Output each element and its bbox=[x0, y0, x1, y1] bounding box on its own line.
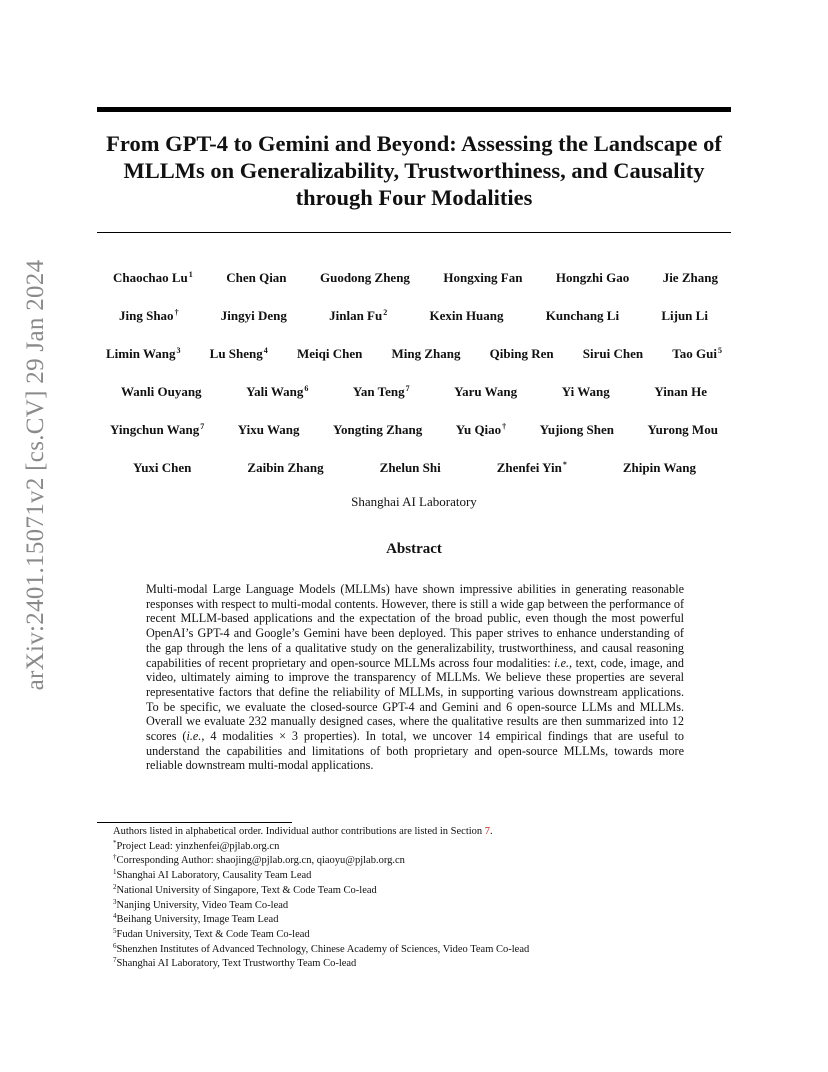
author bbox=[392, 344, 461, 364]
author-name: Yurong Mou bbox=[647, 422, 718, 437]
author bbox=[226, 268, 286, 288]
author-affiliation-mark: 3 bbox=[176, 346, 181, 355]
author-row bbox=[121, 382, 707, 402]
author bbox=[353, 382, 410, 402]
footnote-text: Shanghai AI Laboratory, Causality Team Lead bbox=[116, 870, 312, 882]
author-name: Yinan He bbox=[654, 384, 707, 399]
author-name: Kexin Huang bbox=[429, 308, 504, 323]
author-name: Guodong Zheng bbox=[319, 270, 410, 285]
author bbox=[540, 420, 614, 440]
footnote bbox=[113, 854, 529, 869]
author-name: Yali Wang bbox=[246, 384, 304, 399]
footnotes bbox=[113, 825, 529, 972]
author bbox=[497, 458, 567, 478]
author-name: Yujiong Shen bbox=[539, 422, 614, 437]
section-7-link[interactable]: 7 bbox=[484, 826, 491, 837]
footnote-mark: * bbox=[113, 838, 117, 847]
author-name: Jie Zhang bbox=[662, 270, 718, 285]
abstract-part-2: , text, code, image, and video, ultimately aiming to improve the transparency of MLLMs. We believe these properties are several representative factors that define the reliability of MLLMs, in supporting various downstream applications. To be specific, we evaluate the closed-source GPT-4 and Gemini and 6 open-source LLMs and MLLMs. Overall we evaluate 232 manually designed cases, where the qualitative results are then summarized into 12 scores ( bbox=[146, 655, 684, 744]
author bbox=[110, 420, 204, 440]
author-row bbox=[133, 458, 696, 478]
title-bottom-rule bbox=[97, 232, 731, 233]
author-name: Yaru Wang bbox=[454, 384, 518, 399]
footnote-text: Corresponding Author: shaojing@pjlab.org.cn, qiaoyu@pjlab.org.cn bbox=[116, 855, 405, 867]
abstract-ie-2: i.e. bbox=[186, 729, 202, 744]
author-name: Hongxing Fan bbox=[443, 270, 523, 285]
abstract-part-1: Multi-modal Large Language Models (MLLMs) have shown impressive abilities in generating reasonable responses with respect to multi-modal contents. However, there is still a wide gap between the performance of recent MLLM-based applications and the expectation of the broad public, even though the most powerful OpenAI’s GPT-4 and Google’s Gemini have been deployed. This paper strives to enhance understanding of the gap through the lens of a qualitative study on the generalizability, trustworthiness, and causal reasoning capabilities of recent proprietary and open-source MLLMs across four modalities: bbox=[146, 582, 684, 670]
author bbox=[556, 268, 629, 288]
author bbox=[583, 344, 643, 364]
author-name: Yi Wang bbox=[561, 384, 610, 399]
author-affiliation-mark: 4 bbox=[263, 346, 268, 355]
author bbox=[221, 306, 287, 326]
author-name: Wanli Ouyang bbox=[121, 384, 202, 399]
author-name: Kunchang Li bbox=[545, 308, 620, 323]
footnote-mark: 5 bbox=[113, 926, 117, 935]
author bbox=[562, 382, 610, 402]
author-name: Lijun Li bbox=[661, 308, 708, 323]
author bbox=[456, 420, 506, 440]
author-affiliation-mark: 7 bbox=[405, 384, 410, 393]
author-name: Yongting Zhang bbox=[333, 422, 423, 437]
author-row bbox=[119, 306, 708, 326]
footnote-mark: 4 bbox=[113, 912, 117, 921]
footnote-mark: 6 bbox=[113, 941, 117, 950]
footnote bbox=[113, 869, 529, 884]
author-row bbox=[113, 268, 718, 288]
author bbox=[113, 268, 193, 288]
footnote-text: Nanjing University, Video Team Co-lead bbox=[116, 899, 289, 911]
footnote-order-text: Authors listed in alphabetical order. Individual author contributions are listed in Section bbox=[113, 826, 485, 837]
author-name: Jing Shao bbox=[119, 308, 174, 323]
abstract-heading: Abstract bbox=[386, 541, 442, 557]
author-name: Yan Teng bbox=[352, 384, 405, 399]
author bbox=[623, 458, 696, 478]
author bbox=[329, 306, 387, 326]
footnote-text: Shanghai AI Laboratory, Text Trustworthy Team Co-lead bbox=[116, 958, 357, 970]
footnote-text: Shenzhen Institutes of Advanced Technology, Chinese Academy of Sciences, Video Team Co-lead bbox=[116, 943, 530, 955]
author-affiliation-mark: † bbox=[502, 422, 507, 431]
author bbox=[210, 344, 268, 364]
author-affiliation-mark: † bbox=[174, 308, 179, 317]
abstract-part-3: , 4 modalities × 3 properties). In total, we uncover 14 empirical findings that are useful to understand the capabilities and limitations of both proprietary and open-source MLLMs, towards more reliable downstream multi-modal applications. bbox=[146, 729, 685, 773]
footnote-list bbox=[113, 840, 529, 972]
author bbox=[320, 268, 410, 288]
author bbox=[661, 306, 708, 326]
affiliation: Shanghai AI Laboratory bbox=[351, 494, 477, 509]
author-name: Zhipin Wang bbox=[622, 460, 696, 475]
paper-title: From GPT-4 to Gemini and Beyond: Assessing the Landscape of MLLMs on Generalizability, Trustworthiness, and Causality through Four Modalities bbox=[106, 131, 722, 210]
footnote bbox=[113, 943, 529, 958]
author-name: Zhenfei Yin bbox=[496, 460, 562, 475]
footnote-text: National University of Singapore, Text & Code Team Co-lead bbox=[116, 884, 377, 896]
author bbox=[546, 306, 619, 326]
author-name: Zhelun Shi bbox=[379, 460, 441, 475]
footnote-text: Fudan University, Text & Code Team Co-lead bbox=[116, 928, 310, 940]
author-name: Chen Qian bbox=[226, 270, 287, 285]
author bbox=[133, 458, 191, 478]
abstract-ie-1: i.e. bbox=[554, 655, 570, 670]
author-name: Yixu Wang bbox=[237, 422, 300, 437]
author bbox=[247, 458, 323, 478]
author-name: Sirui Chen bbox=[582, 346, 644, 361]
author-name: Jinlan Fu bbox=[329, 308, 383, 323]
author-name: Lu Sheng bbox=[209, 346, 263, 361]
footnote-mark: 3 bbox=[113, 897, 117, 906]
footnote bbox=[113, 884, 529, 899]
footnote-author-order bbox=[113, 825, 529, 840]
footnote-mark: 7 bbox=[113, 956, 117, 965]
author-name: Ming Zhang bbox=[391, 346, 461, 361]
author bbox=[297, 344, 362, 364]
author bbox=[654, 382, 707, 402]
author-name: Qibing Ren bbox=[489, 346, 554, 361]
author bbox=[333, 420, 422, 440]
footnote bbox=[113, 899, 529, 914]
author-name: Yuxi Chen bbox=[133, 460, 192, 475]
author-affiliation-mark: 5 bbox=[717, 346, 722, 355]
author-name: Chaochao Lu bbox=[113, 270, 188, 285]
author-row bbox=[110, 420, 718, 440]
author bbox=[454, 382, 517, 402]
footnote-mark: † bbox=[113, 853, 117, 862]
footnote bbox=[113, 840, 529, 855]
footnote-order-end: . bbox=[490, 826, 493, 837]
footnote bbox=[113, 928, 529, 943]
author-affiliation-mark: * bbox=[562, 460, 567, 469]
author-name: Limin Wang bbox=[106, 346, 176, 361]
author bbox=[663, 268, 718, 288]
author bbox=[106, 344, 180, 364]
author bbox=[121, 382, 202, 402]
footnote-text: Beihang University, Image Team Lead bbox=[116, 914, 279, 926]
author-affiliation-mark: 6 bbox=[304, 384, 309, 393]
author-affiliation-mark: 2 bbox=[383, 308, 388, 317]
footnote-mark: 1 bbox=[113, 868, 117, 877]
author-name: Yu Qiao bbox=[455, 422, 502, 437]
author bbox=[380, 458, 441, 478]
author bbox=[443, 268, 522, 288]
author-name: Tao Gui bbox=[672, 346, 717, 361]
footnote bbox=[113, 913, 529, 928]
author bbox=[490, 344, 554, 364]
abstract-text bbox=[146, 582, 684, 773]
author bbox=[647, 420, 717, 440]
author-row bbox=[106, 344, 722, 364]
footnote bbox=[113, 957, 529, 972]
author bbox=[672, 344, 722, 364]
author bbox=[246, 382, 308, 402]
author bbox=[238, 420, 300, 440]
author bbox=[119, 306, 179, 326]
author-affiliation-mark: 1 bbox=[188, 270, 193, 279]
title-top-rule bbox=[97, 107, 731, 112]
arxiv-stamp[interactable]: arXiv:2401.15071v2 [cs.CV] 29 Jan 2024 bbox=[22, 259, 49, 691]
author-name: Jingyi Deng bbox=[220, 308, 287, 323]
author-name: Zaibin Zhang bbox=[247, 460, 324, 475]
author-name: Yingchun Wang bbox=[110, 422, 200, 437]
author bbox=[429, 306, 503, 326]
author-name: Meiqi Chen bbox=[296, 346, 363, 361]
footnote-mark: 2 bbox=[113, 882, 117, 891]
footnote-rule bbox=[97, 822, 292, 823]
author-name: Hongzhi Gao bbox=[555, 270, 630, 285]
author-affiliation-mark: 7 bbox=[200, 422, 205, 431]
footnote-text: Project Lead: yinzhenfei@pjlab.org.cn bbox=[116, 840, 280, 852]
